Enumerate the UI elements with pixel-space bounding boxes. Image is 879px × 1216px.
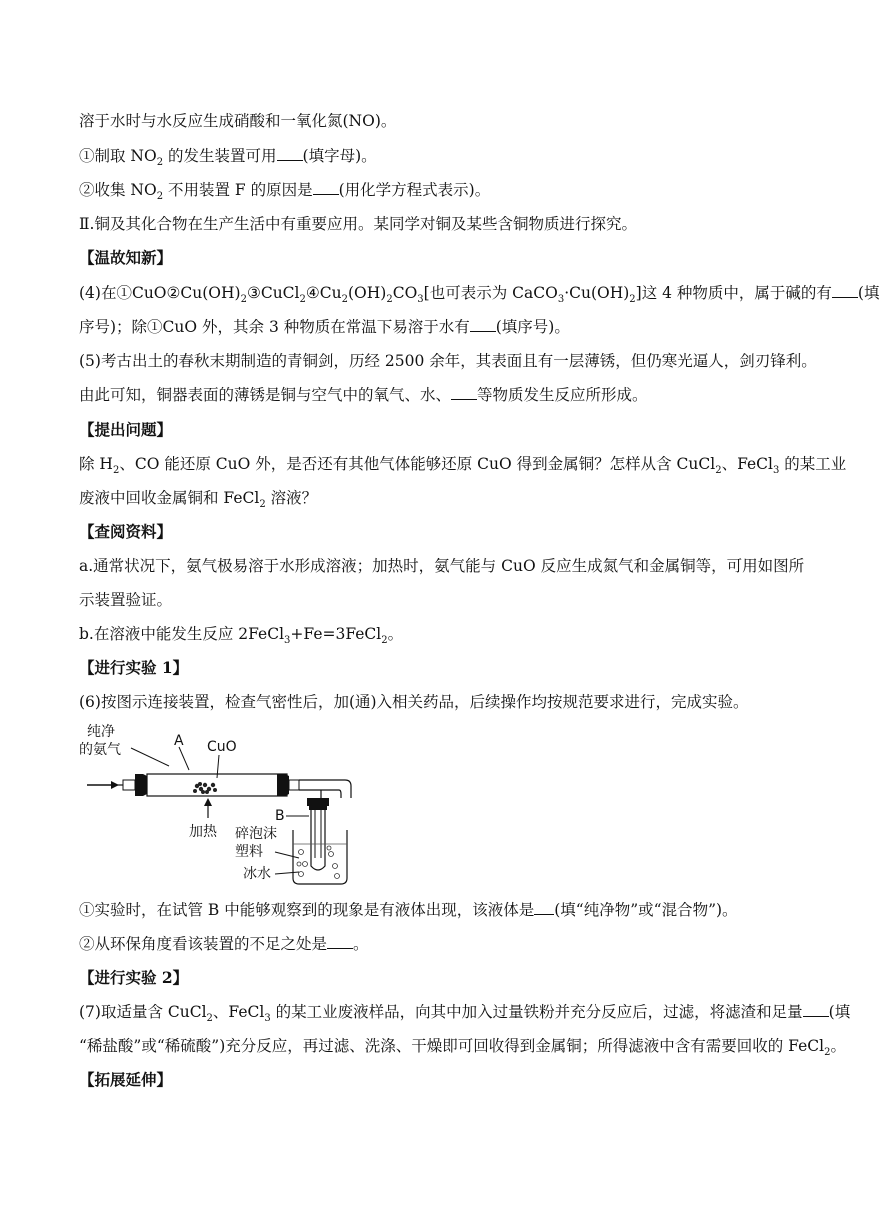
text-line: 溶于水时与水反应生成硝酸和一氧化氮(NO)。 xyxy=(79,112,397,130)
gas-label-line2: 的氨气 xyxy=(79,742,121,758)
stopper-right xyxy=(277,774,289,796)
question-line: ①实验时，在试管 B 中能够观察到的现象是有液体出现，该液体是 (填“纯净物”或“混合物”)。 xyxy=(79,901,738,919)
question-line: “稀盐酸”或“稀硫酸”)充分反应，再过滤、洗涤、干燥即可回收得到金属铜；所得滤液中含有需要回收的 FeCl$_2$。 xyxy=(79,1037,846,1059)
answer-blank[interactable] xyxy=(470,317,496,332)
foam-pieces xyxy=(297,846,340,879)
text-line: 示装置验证。 xyxy=(79,591,173,609)
section-heading: 【温故知新】 xyxy=(79,248,173,267)
question-line: 由此可知，铜器表面的薄锈是铜与空气中的氧气、水、 等物质发生反应所形成。 xyxy=(79,386,648,404)
answer-blank[interactable] xyxy=(451,385,477,400)
section-heading: 【拓展延伸】 xyxy=(79,1070,173,1089)
text-line: b.在溶液中能发生反应 2FeCl$_3$+Fe=3FeCl$_2$。 xyxy=(79,625,404,647)
text-line: Ⅱ.铜及其化合物在生产生活中有重要应用。某同学对铜及某些含铜物质进行探究。 xyxy=(79,215,637,233)
text-line: 废液中回收金属铜和 FeCl$_2$ 溶液？ xyxy=(79,489,318,511)
answer-blank[interactable] xyxy=(832,283,858,298)
question-line: ②收集 $NO_2$ 不用装置 F 的原因是 (用化学方程式表示)。 xyxy=(79,181,491,203)
question-line: ①制取 $NO_2$ 的发生装置可用 (填字母)。 xyxy=(79,147,377,169)
section-heading: 【查阅资料】 xyxy=(79,522,173,541)
test-tube-b xyxy=(311,810,325,870)
label-foam-line2: 塑料 xyxy=(235,844,263,860)
label-a: A xyxy=(174,733,184,749)
question-line: (6)按图示连接装置，检查气密性后，加(通)入相关药品，后续操作均按规范要求进行，完成实验。 xyxy=(79,693,749,711)
beaker xyxy=(293,830,347,884)
answer-blank[interactable] xyxy=(327,934,353,949)
label-ice-water: 冰水 xyxy=(243,866,271,882)
label-cuo: CuO xyxy=(207,739,237,755)
question-line: ②从环保角度看该装置的不足之处是 。 xyxy=(79,935,369,953)
label-b: B xyxy=(275,808,285,824)
apparatus-figure xyxy=(79,718,369,890)
section-heading: 【进行实验 2】 xyxy=(79,968,189,987)
section-heading: 【提出问题】 xyxy=(79,420,173,439)
answer-blank[interactable] xyxy=(313,180,339,195)
leader-line xyxy=(179,747,189,770)
gas-label-line1: 纯净 xyxy=(87,724,115,740)
stopper-left xyxy=(135,774,147,796)
answer-blank[interactable] xyxy=(534,900,554,915)
question-line: (4)在$①CuO②Cu(OH)_2③CuCl_2④Cu_2(OH)_2CO_3$[也可表示为 $CaCO_3\cdot Cu(OH)_2$]这 4 种物质中，属于碱的有 (填 xyxy=(79,284,879,306)
delivery-tube xyxy=(299,780,351,790)
cuo-powder xyxy=(193,782,217,794)
answer-blank[interactable] xyxy=(803,1002,829,1017)
text-line: 除 $H_2$、CO 能还原 CuO 外，是否还有其他气体能够还原 CuO 得到金属铜？怎样从含 CuCl$_2$、FeCl$_3$ 的某工业 xyxy=(79,455,847,477)
question-line: (5)考古出土的春秋末期制造的青铜剑，历经 2500 余年，其表面且有一层薄锈，但仍寒光逼人，剑刃锋利。 xyxy=(79,352,817,370)
label-heat: 加热 xyxy=(189,824,217,840)
question-line: (7)取适量含 CuCl$_2$、FeCl$_3$ 的某工业废液样品，向其中加入过量铁粉并充分反应后，过滤，将滤渣和足量 (填 xyxy=(79,1003,851,1025)
label-foam-line1: 碎泡沫 xyxy=(235,826,277,842)
tube-b-stopper xyxy=(307,798,329,806)
question-line: 序号)；除①CuO 外，其余 3 种物质在常温下易溶于水有 (填序号)。 xyxy=(79,318,570,336)
leader-line xyxy=(131,748,169,766)
text-line: a.通常状况下，氨气极易溶于水形成溶液；加热时，氨气能与 CuO 反应生成氮气和金属铜等，可用如图所 xyxy=(79,557,805,575)
section-heading: 【进行实验 1】 xyxy=(79,658,189,677)
answer-blank[interactable] xyxy=(277,146,303,161)
